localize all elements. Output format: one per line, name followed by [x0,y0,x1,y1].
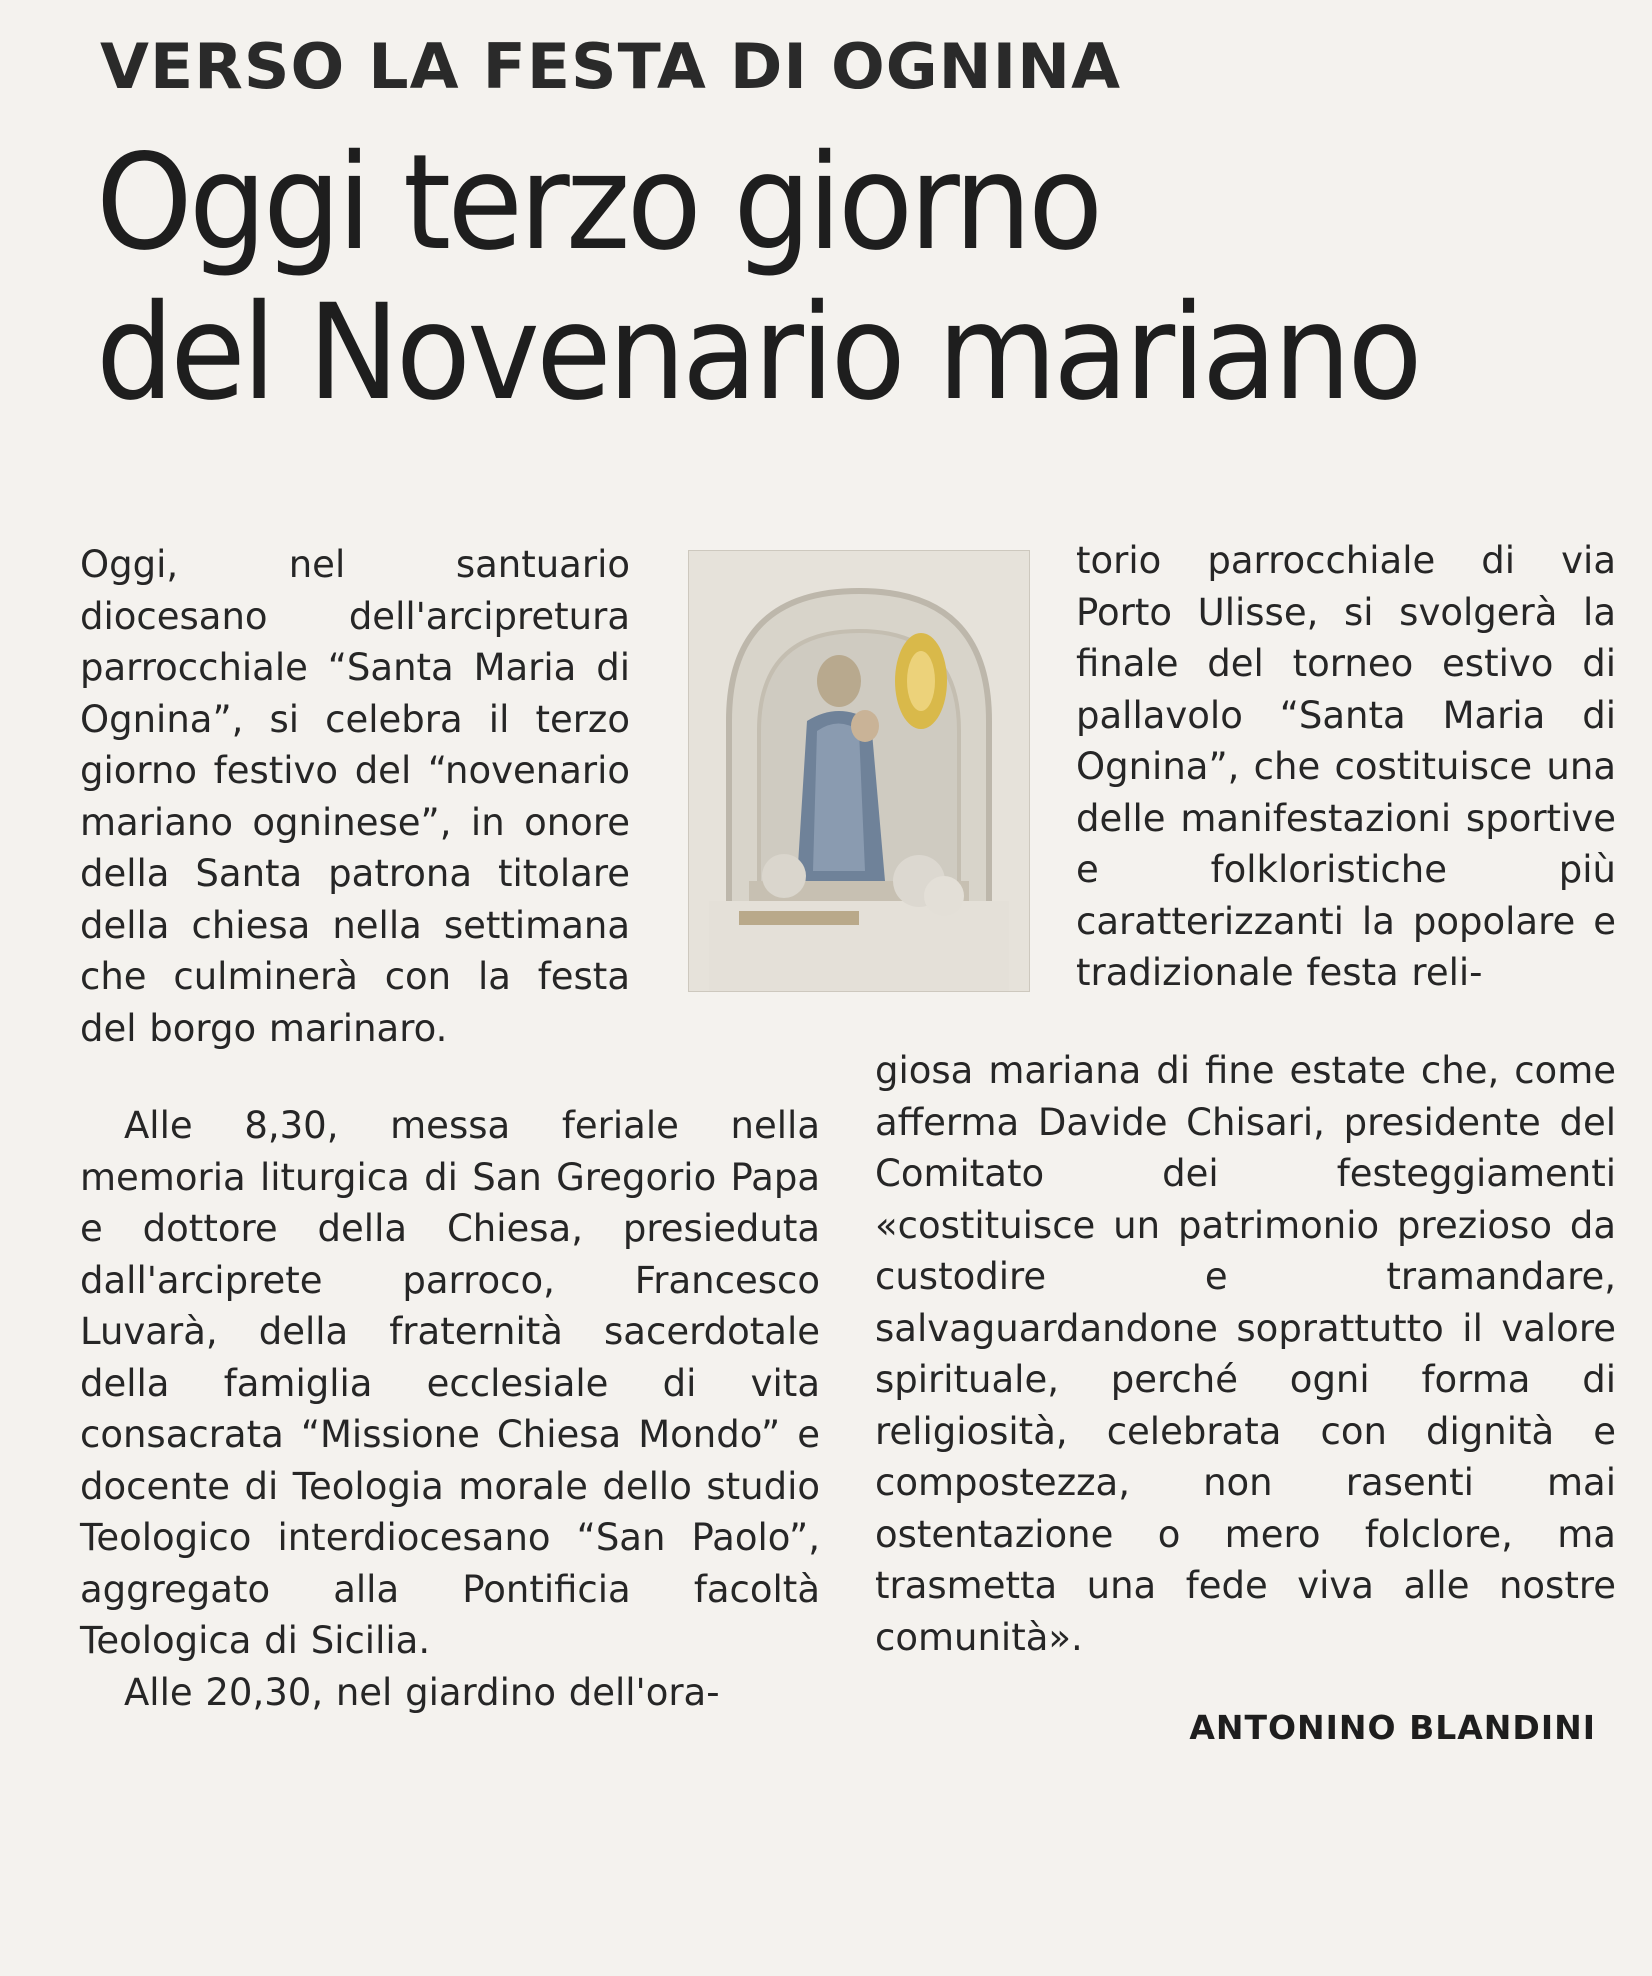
article-column-1-top [80,539,630,1054]
paragraph-2: Alle 8,30, messa feriale nella memoria liturgica di San Gregorio Papa e dottore della Chiesa, presieduta dall'arciprete parroco, Francesco Luvarà, della fraternità sacerdotale della famiglia ecclesiale di vita consacrata “Missione Chiesa Mondo” e docente di Teologia morale dello studio Teologico interdiocesano “San Paolo”, aggregato alla Pontificia facoltà Teologica di Sicilia. [80,1104,820,1662]
headline-line-1: Oggi terzo giorno [96,126,1100,280]
paragraph-1: Oggi, nel santuario diocesano dell'arcipretura parrocchiale “Santa Maria di Ognina”, si celebra il terzo giorno festivo del “novenario mariano ogninese”, in onore della Santa patrona titolare della chiesa nella settimana che culminerà con la festa del borgo marinaro. [80,543,630,1050]
kicker: VERSO LA FESTA DI OGNINA [100,30,1122,103]
paragraph-col2-continued: torio parrocchiale di via Porto Ulisse, si svolgerà la finale del torneo estivo di pallavolo “Santa Maria di Ognina”, che costituisce una delle manifestazioni sportive e folkloristiche più caratterizzanti la popolare e tradizionale festa reli- [1076,539,1616,994]
headline-line-2: del Novenario mariano [96,276,1419,430]
byline: ANTONINO BLANDINI [1189,1708,1596,1747]
madonna-statue-image [688,550,1030,992]
paragraph-3: Alle 20,30, nel giardino dell'ora- [124,1670,720,1714]
paragraph-col2-bottom: giosa mariana di fine estate che, come afferma Davide Chisari, presidente del Comitato dei festeggiamenti «costituisce un patrimonio prezioso da custodire e tramandare, salvaguardandone soprattutto il valore spirituale, perché ogni forma di religiosità, celebrata con dignità e compostezza, non rasenti mai ostentazione o mero folclore, ma trasmetta una fede viva alle nostre comunità». [875,1049,1616,1659]
photo-illustration [689,551,1029,991]
article-column-2-top [1076,535,1616,999]
article-column-2-bottom [875,1045,1616,1663]
headline [96,128,1510,428]
article-column-1-bottom [80,1100,820,1718]
